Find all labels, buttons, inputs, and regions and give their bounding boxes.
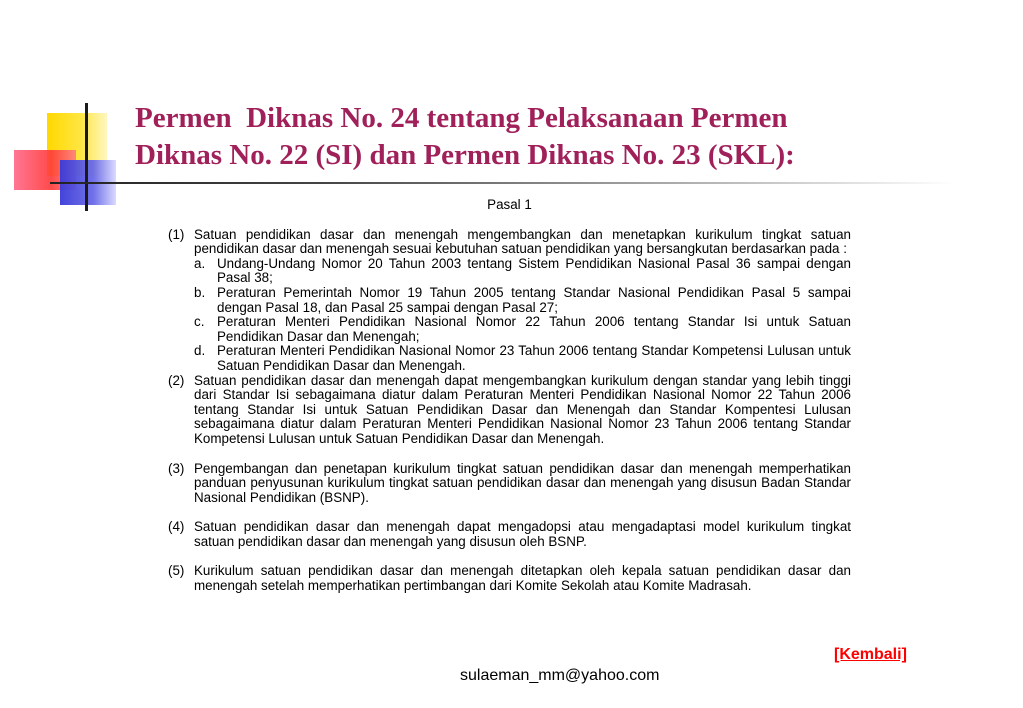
document-body — [168, 198, 851, 594]
list-item — [194, 257, 851, 286]
paragraph-4 — [168, 520, 851, 549]
paragraph-2 — [168, 374, 851, 447]
paragraph-1 — [168, 228, 851, 257]
paragraph-number: (5) — [168, 563, 185, 579]
decorative-horizontal-line — [50, 182, 955, 184]
list-item — [194, 286, 851, 315]
list-item — [194, 315, 851, 344]
paragraph-number: (1) — [168, 226, 185, 242]
paragraph-3 — [168, 462, 851, 506]
item-letter: b. — [194, 284, 206, 300]
item-text: Undang-Undang Nomor 20 Tahun 2003 tentang Sistem Pendidikan Nasional Pasal 36 sampai dengan Pasal 38; — [217, 255, 851, 286]
paragraph-text: Pengembangan dan penetapan kurikulum tingkat satuan pendidikan dasar dan menengah memperhatikan panduan penyusunan kurikulum tingkat satuan pendidikan dasar dan menengah yang disusun Badan Standar Nasional Pendidikan (BSNP). — [194, 460, 851, 505]
paragraph-number: (4) — [168, 519, 185, 535]
item-text: Peraturan Menteri Pendidikan Nasional Nomor 22 Tahun 2006 tentang Standar Isi untuk Satuan Pendidikan Dasar dan Menengah; — [217, 314, 851, 344]
slide-title: Permen Diknas No. 24 tentang Pelaksanaan Permen Diknas No. 22 (SI) dan Permen Diknas No. 23 (SKL): — [135, 102, 795, 171]
back-link[interactable]: [Kembali] — [834, 646, 907, 663]
paragraph-number: (3) — [168, 460, 185, 476]
list-item — [194, 344, 851, 373]
author-email: sulaeman_mm@yahoo.com — [460, 667, 660, 684]
item-text: Peraturan Pemerintah Nomor 19 Tahun 2005 tentang Standar Nasional Pendidikan Pasal 5 sampai dengan Pasal 18, dan Pasal 25 sampai dengan Pasal 27; — [217, 284, 851, 315]
paragraph-5 — [168, 564, 851, 593]
item-text: Peraturan Menteri Pendidikan Nasional Nomor 23 Tahun 2006 tentang Standar Kompetensi Lulusan untuk Satuan Pendidikan Dasar dan Menengah. — [217, 343, 851, 373]
paragraph-1-items — [194, 257, 851, 374]
paragraph-text: Satuan pendidikan dasar dan menengah dapat mengadopsi atau mengadaptasi model kurikulum tingkat satuan pendidikan dasar dan menengah yang disusun oleh BSNP. — [194, 519, 851, 549]
article-heading: Pasal 1 — [487, 197, 532, 212]
paragraph-text: Satuan pendidikan dasar dan menengah mengembangkan dan menetapkan kurikulum tingkat satuan pendidikan dasar dan menengah sesuai kebutuhan satuan pendidikan yang bersangkutan berdasarkan pada : — [194, 226, 851, 257]
paragraph-text: Kurikulum satuan pendidikan dasar dan menengah ditetapkan oleh kepala satuan pendidikan dasar dan menengah setelah memperhatikan pertimbangan dari Komite Sekolah atau Komite Madrasah. — [194, 563, 851, 594]
item-letter: a. — [194, 255, 206, 271]
decorative-vertical-line — [85, 103, 88, 211]
paragraph-text: Satuan pendidikan dasar dan menengah dapat mengembangkan kurikulum dengan standar yang lebih tinggi dari Standar Isi sebagaimana diatur dalam Peraturan Menteri Pendidikan Nasional Nomor 22 Tahun 2006 tentang Standar Isi untuk Satuan Pendidikan Dasar dan Menengah dan Standar Kompentesi Lulusan sebagaimana diatur dalam Peraturan Menteri Pendidikan Nasional Nomor 23 Tahun 2006 tentang Standar Kompetensi Lulusan untuk Satuan Pendidikan Dasar dan Menengah. — [194, 372, 851, 446]
paragraph-number: (2) — [168, 372, 185, 388]
item-letter: c. — [194, 314, 205, 330]
item-letter: d. — [194, 343, 206, 359]
